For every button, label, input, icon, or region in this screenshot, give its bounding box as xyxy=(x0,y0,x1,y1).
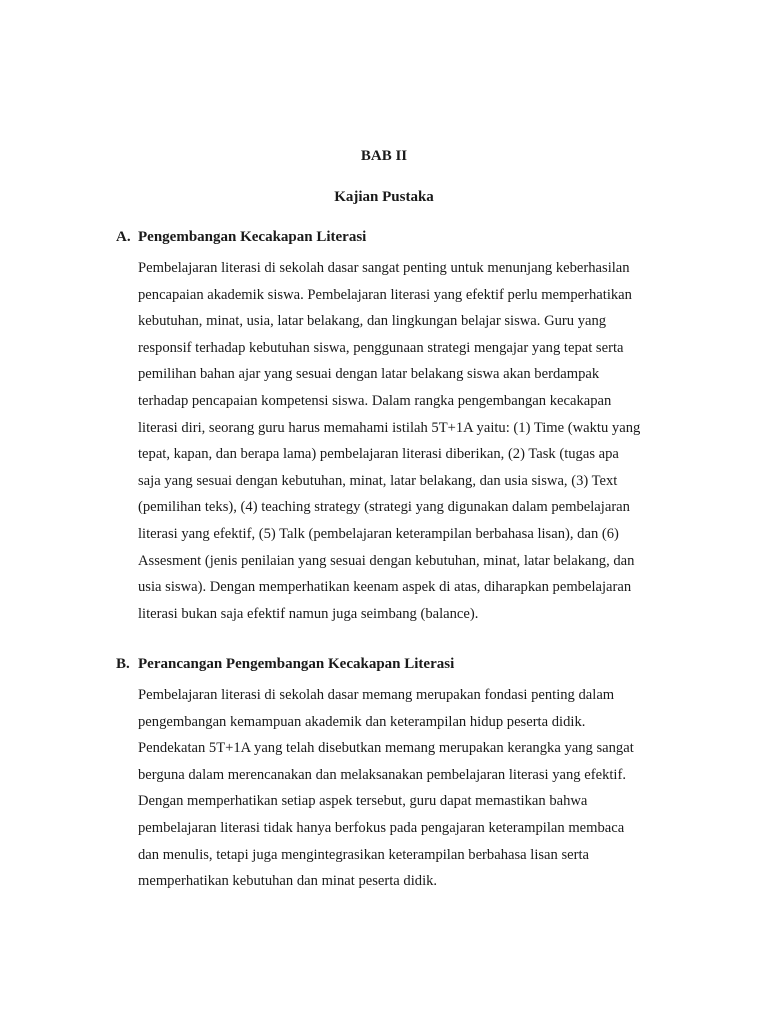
paragraph-line: (pemilihan teks), (4) teaching strategy (strategi yang digunakan dalam pembelajaran xyxy=(138,499,630,516)
section-title: Perancangan Pengembangan Kecakapan Literasi xyxy=(138,656,455,672)
paragraph-line: pemilihan bahan ajar yang sesuai dengan latar belakang siswa akan berdampak xyxy=(138,366,600,383)
section-paragraph xyxy=(138,255,676,627)
paragraph-line: literasi diri, seorang guru harus memahami istilah 5T+1A yaitu: (1) Time (waktu yang xyxy=(138,419,641,436)
section-a xyxy=(116,228,676,627)
section-b xyxy=(116,655,676,895)
section-heading xyxy=(116,228,676,246)
paragraph-line: saja yang sesuai dengan kebutuhan, minat, latar belakang, dan usia siswa, (3) Text xyxy=(138,472,618,489)
paragraph-line: Pendekatan 5T+1A yang telah disebutkan memang merupakan kerangka yang sangat xyxy=(138,740,634,757)
paragraph-line: Pembelajaran literasi di sekolah dasar memang merupakan fondasi penting dalam xyxy=(138,687,615,703)
paragraph-line: dan menulis, tetapi juga mengintegrasikan keterampilan berbahasa lisan serta xyxy=(138,846,590,863)
paragraph-line: pengembangan kemampuan akademik dan keterampilan hidup peserta didik. xyxy=(138,713,586,730)
paragraph-line: Assesment (jenis penilaian yang sesuai dengan kebutuhan, minat, latar belakang, dan xyxy=(138,552,635,569)
chapter-title: Kajian Pustaka xyxy=(334,189,434,205)
section-paragraph xyxy=(138,682,676,895)
paragraph-line: pembelajaran literasi tidak hanya berfokus pada pengajaran keterampilan membaca xyxy=(138,819,625,836)
section-title: Pengembangan Kecakapan Literasi xyxy=(138,229,367,245)
paragraph-line: literasi yang efektif, (5) Talk (pembelajaran keterampilan berbahasa lisan), dan (6) xyxy=(138,525,619,542)
paragraph-line: berguna dalam merencanakan dan melaksanakan pembelajaran literasi yang efektif. xyxy=(138,766,626,783)
paragraph-line: pencapaian akademik siswa. Pembelajaran literasi yang efektif perlu memperhatikan xyxy=(138,286,632,303)
section-heading xyxy=(116,655,676,673)
paragraph-line: literasi bukan saja efektif namun juga seimbang (balance). xyxy=(138,605,479,622)
section-letter: A. xyxy=(116,229,131,245)
section-letter: B. xyxy=(116,656,130,672)
paragraph-line: Dengan memperhatikan setiap aspek tersebut, guru dapat memastikan bahwa xyxy=(138,793,588,810)
paragraph-line: Pembelajaran literasi di sekolah dasar sangat penting untuk menunjang keberhasilan xyxy=(138,260,630,276)
paragraph-line: kebutuhan, minat, usia, latar belakang, dan lingkungan belajar siswa. Guru yang xyxy=(138,313,607,330)
paragraph-line: tepat, kapan, dan berapa lama) pembelajaran literasi diberikan, (2) Task (tugas apa xyxy=(138,446,619,463)
paragraph-line: usia siswa). Dengan memperhatikan keenam aspek di atas, diharapkan pembelajaran xyxy=(138,579,632,596)
chapter-number: BAB II xyxy=(360,148,408,164)
paragraph-line: terhadap pencapaian kompetensi siswa. Dalam rangka pengembangan kecakapan xyxy=(138,392,612,409)
paragraph-line: responsif terhadap kebutuhan siswa, penggunaan strategi mengajar yang tepat serta xyxy=(138,339,624,356)
paragraph-line: memperhatikan kebutuhan dan minat peserta didik. xyxy=(138,873,438,890)
